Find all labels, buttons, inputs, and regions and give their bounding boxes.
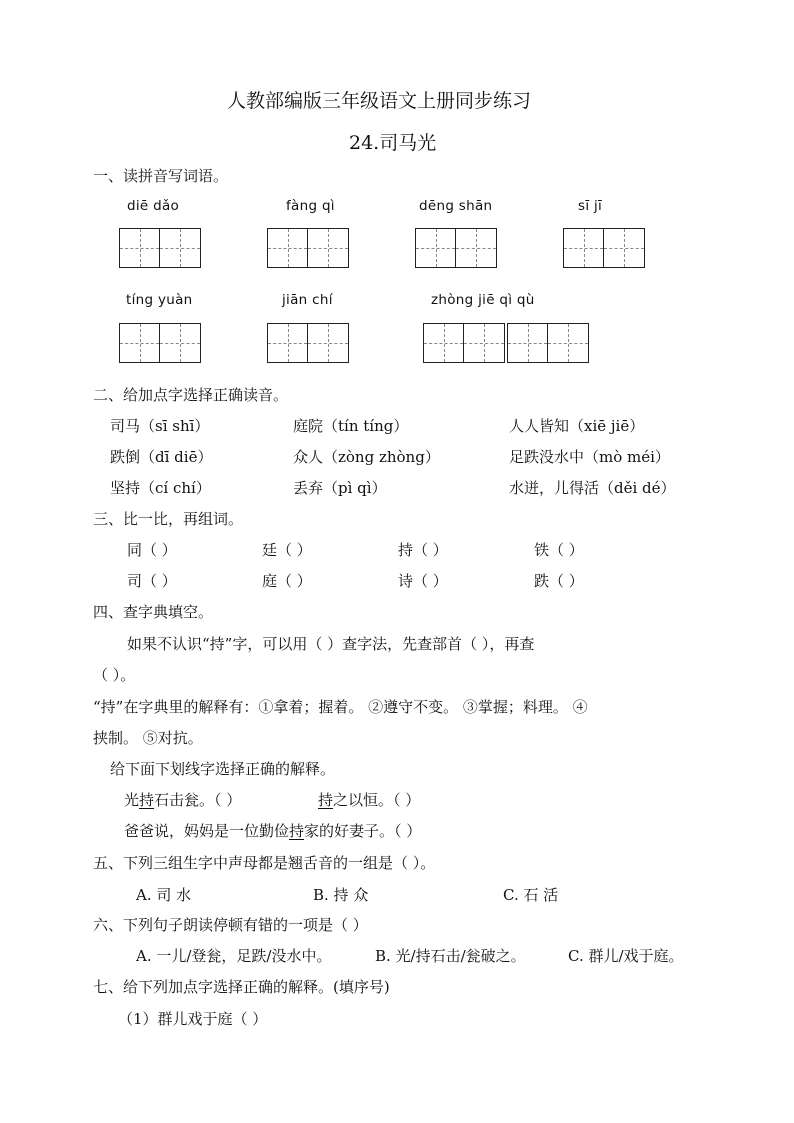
compare-item[interactable]: 诗（ ） <box>398 572 448 590</box>
q3-heading: 三、比一比，再组词。 <box>93 510 244 528</box>
pinyin-2: fàng qì <box>286 198 335 214</box>
writing-grid[interactable] <box>119 228 201 268</box>
pinyin-7: zhòng jiē qì qù <box>431 292 535 308</box>
page-title: 人教部编版三年级语文上册同步练习 <box>227 90 532 112</box>
reading-option: 庭院（tín tíng） <box>293 417 409 435</box>
reading-option: 司马（sī shī） <box>110 417 210 435</box>
pinyin-5: tíng yuàn <box>126 292 193 308</box>
page-subtitle: 24.司马光 <box>349 132 437 154</box>
choice-option[interactable]: C. 石 活 <box>503 886 559 904</box>
reading-option: 跌倒（dī diē） <box>110 448 213 466</box>
sentence-text: 之以恒。（ ） <box>333 791 421 809</box>
writing-grid[interactable] <box>563 228 645 268</box>
q4-heading: 四、查字典填空。 <box>93 603 214 621</box>
q7-heading: 七、给下列加点字选择正确的解释。(填序号) <box>93 978 390 996</box>
writing-grid[interactable] <box>415 228 497 268</box>
writing-grid[interactable] <box>267 323 349 363</box>
q7-item: （1）群儿戏于庭（ ） <box>118 1010 268 1028</box>
sentence-text: 家的好妻子。（ ） <box>304 822 422 840</box>
q4-instruction: 给下面下划线字选择正确的解释。 <box>110 760 336 778</box>
underlined-char: 持 <box>318 791 334 809</box>
q1-heading: 一、读拼音写词语。 <box>93 167 229 185</box>
reading-option: 众人（zòng zhòng） <box>293 448 440 466</box>
reading-option: 坚持（cí chí） <box>110 479 211 497</box>
sentence-text: 石击瓮。（ ） <box>154 791 242 809</box>
writing-grid[interactable] <box>507 323 589 363</box>
compare-item[interactable]: 持（ ） <box>398 541 448 559</box>
pinyin-3: dēng shān <box>419 198 493 214</box>
underlined-char: 持 <box>289 822 305 840</box>
choice-option[interactable]: A. 司 水 <box>136 886 192 904</box>
reading-option: 水迸，儿得活（děi dé） <box>509 479 676 497</box>
q5-heading: 五、下列三组生字中声母都是翘舌音的一组是（ ）。 <box>93 854 436 872</box>
reading-option: 人人皆知（xiē jiē） <box>509 417 645 435</box>
q2-heading: 二、给加点字选择正确读音。 <box>93 386 289 404</box>
pinyin-4: sī jī <box>578 198 603 214</box>
writing-grid[interactable] <box>423 323 505 363</box>
pinyin-6: jiān chí <box>282 292 333 308</box>
q4-line: （ ）。 <box>93 666 136 684</box>
q4-definitions: 挟制。 ⑤对抗。 <box>93 729 203 747</box>
q4-definitions: “持”在字典里的解释有：①拿着；握着。 ②遵守不变。 ③掌握；料理。 ④ <box>93 698 588 716</box>
q6-heading: 六、下列句子朗读停顿有错的一项是（ ） <box>93 916 368 934</box>
choice-option[interactable]: B. 光/持石击/瓮破之。 <box>375 947 526 965</box>
writing-grid[interactable] <box>119 323 201 363</box>
choice-option[interactable]: C. 群儿/戏于庭。 <box>568 947 684 965</box>
q4-line: 如果不认识“持”字，可以用（ ）查字法，先查部首（ ），再查 <box>127 635 535 653</box>
q4-sentence <box>318 789 420 810</box>
writing-grid[interactable] <box>267 228 349 268</box>
reading-option: 足跌没水中（mò méi） <box>509 448 670 466</box>
sentence-text: 光 <box>124 791 140 809</box>
choice-option[interactable]: A. 一儿/登瓮，足跌/没水中。 <box>136 947 332 965</box>
choice-option[interactable]: B. 持 众 <box>313 886 369 904</box>
q4-sentence <box>124 820 421 841</box>
compare-item[interactable]: 跌（ ） <box>534 572 584 590</box>
pinyin-1: diē dǎo <box>127 198 180 214</box>
compare-item[interactable]: 同（ ） <box>127 541 177 559</box>
q4-sentence <box>124 789 241 810</box>
compare-item[interactable]: 庭（ ） <box>262 572 312 590</box>
compare-item[interactable]: 铁（ ） <box>534 541 584 559</box>
compare-item[interactable]: 廷（ ） <box>262 541 312 559</box>
sentence-text: 爸爸说，妈妈是一位勤俭 <box>124 822 290 840</box>
reading-option: 丢弃（pì qì） <box>293 479 387 497</box>
compare-item[interactable]: 司（ ） <box>127 572 177 590</box>
underlined-char: 持 <box>139 791 155 809</box>
